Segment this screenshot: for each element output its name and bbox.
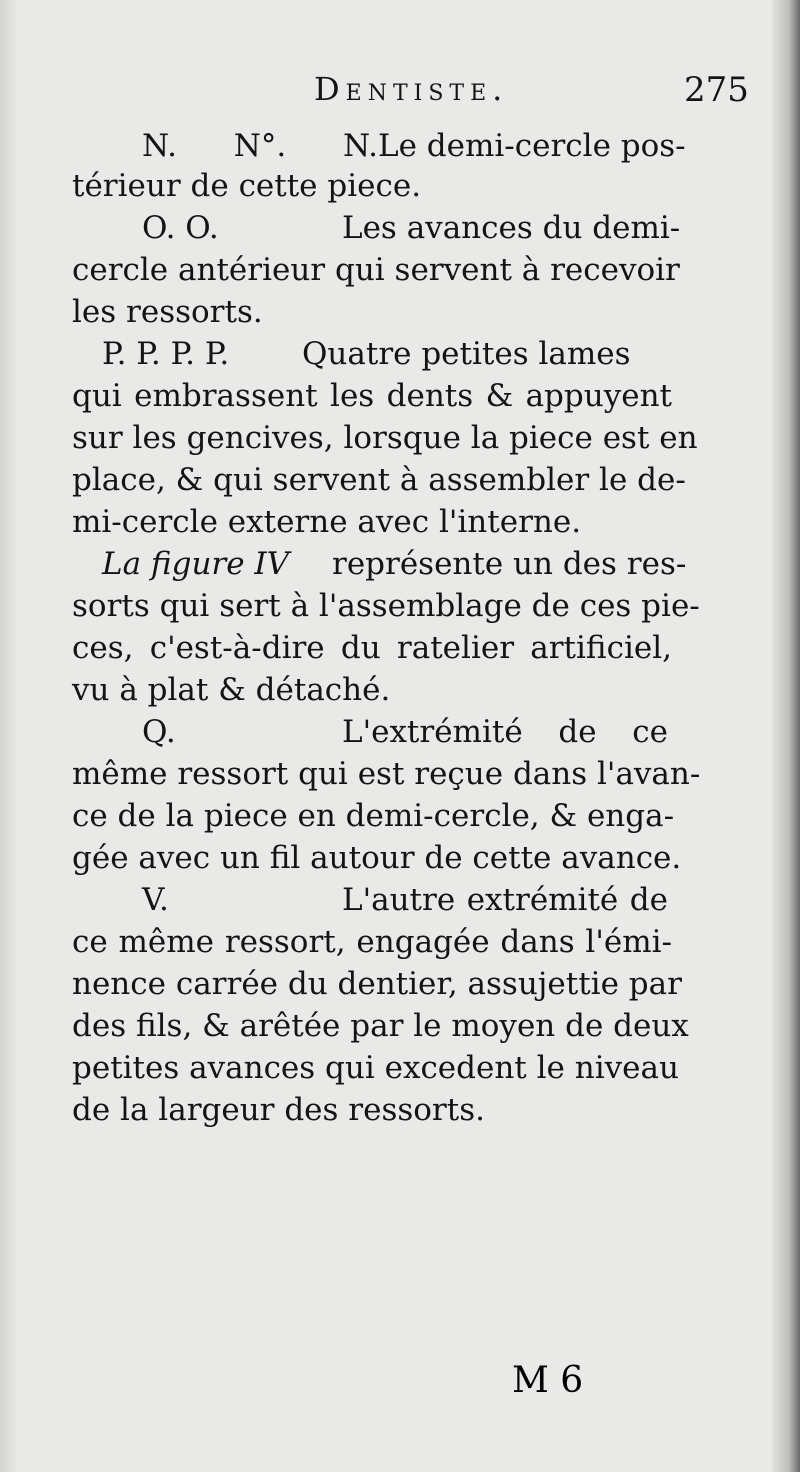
entry-line: sur les gencives, lorsque la piece est en	[72, 420, 698, 456]
page-right-edge	[772, 0, 800, 1472]
entry-label: O. O.	[142, 210, 219, 246]
figure-paragraph-line: La figure IV représente un des res-	[72, 546, 672, 588]
entry-line: mi-cercle externe avec l'interne.	[72, 504, 582, 540]
running-title: Dentiste.	[314, 70, 509, 108]
page-left-edge	[0, 0, 18, 1472]
entry-line: qui embrassent les dents & appuyent	[72, 378, 672, 414]
figure-paragraph-line: ces, c'est-à-dire du ratelier artificiel,	[72, 630, 672, 666]
page-number: 275	[684, 70, 749, 110]
figure-paragraph-line: sorts qui sert à l'assemblage de ces pie-	[72, 588, 700, 624]
entry-line: térieur de cette piece.	[72, 168, 422, 204]
entry-line: de la largeur des ressorts.	[72, 1092, 485, 1128]
entry-line: place, & qui servent à assembler le de-	[72, 462, 686, 498]
entry-line: V. L'autre extrémité de	[72, 882, 672, 924]
entry-line: même ressort qui est reçue dans l'avan-	[72, 756, 701, 792]
entry-label: V.	[142, 882, 169, 918]
entry-label: P. P. P. P.	[102, 336, 230, 372]
entry-line: gée avec un fil autour de cette avance.	[72, 840, 682, 876]
entry-label: N. N°. N.	[142, 128, 378, 164]
figure-paragraph-line: vu à plat & détaché.	[72, 672, 391, 708]
signature-mark: M 6	[512, 1360, 584, 1401]
entry-line: O. O. Les avances du demi-	[72, 210, 672, 252]
entry-line: Q. L'extrémité de ce	[72, 714, 672, 756]
entry-line: des fils, & arêtée par le moyen de deux	[72, 1008, 689, 1044]
entry-label: Q.	[142, 714, 176, 750]
entry-line: N. N°. N.Le demi-cercle pos-	[72, 128, 672, 170]
entry-line: petites avances qui excedent le niveau	[72, 1050, 679, 1086]
figure-reference: La figure IV	[102, 546, 290, 582]
entry-line: ce de la piece en demi-cercle, & enga-	[72, 798, 675, 834]
entry-line: ce même ressort, engagée dans l'émi-	[72, 924, 672, 960]
entry-line: cercle antérieur qui servent à recevoir	[72, 252, 680, 288]
entry-line: nence carrée du dentier, assujettie par	[72, 966, 682, 1002]
entry-line: les ressorts.	[72, 294, 263, 330]
entry-line: P. P. P. P. Quatre petites lames	[72, 336, 672, 378]
